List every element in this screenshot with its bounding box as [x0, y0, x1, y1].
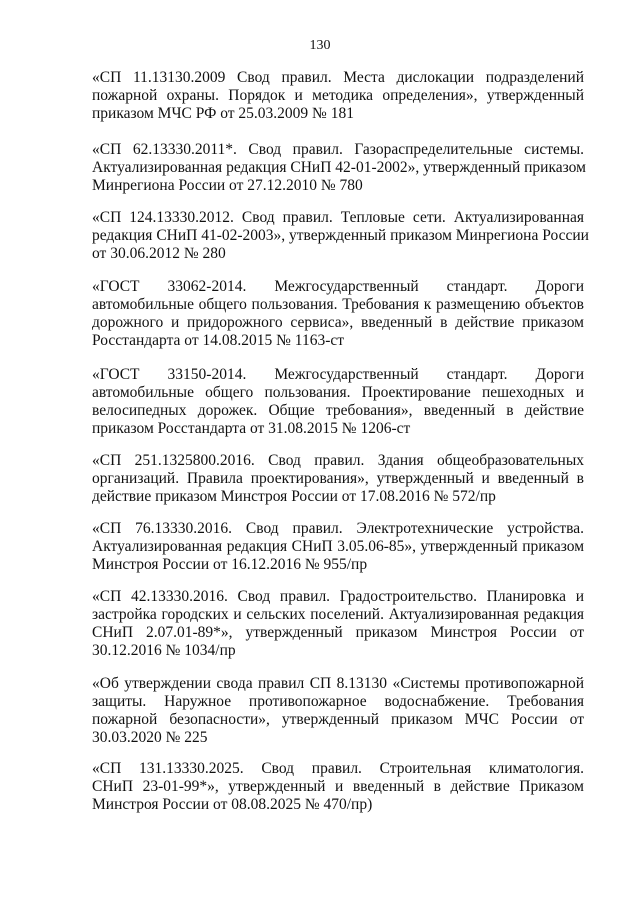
reference-line: Минстроя России от 16.12.2016 № 955/пр [92, 556, 368, 573]
reference-line: «СП 62.13330.2011*. Свод правил. Газораспределительные системы. [92, 141, 584, 158]
reference-line: автомобильные общего пользования. Проектирование пешеходных и [92, 384, 584, 401]
reference-line: «СП 131.13330.2025. Свод правил. Строительная климатология. [92, 760, 584, 777]
reference-line: организаций. Правила проектирования», утвержденный и введенный в [92, 470, 584, 487]
reference-line: 30.12.2016 № 1034/пр [92, 642, 236, 659]
reference-line: автомобильные общего пользования. Требования к размещению объектов [92, 296, 584, 313]
reference-item [92, 209, 589, 263]
reference-item [92, 675, 584, 747]
page-number: 130 [309, 38, 331, 53]
reference-line: приказом МЧС РФ от 25.03.2009 № 181 [92, 105, 354, 122]
reference-item [92, 520, 584, 574]
reference-line: действие приказом Минстроя России от 17.08.2016 № 572/пр [92, 488, 496, 505]
reference-item [92, 69, 584, 123]
reference-line: пожарной охраны. Порядок и методика определения», утвержденный [92, 87, 584, 104]
reference-line: Актуализированная редакция СНиП 42-01-2002», утвержденный приказом [92, 159, 586, 176]
reference-line: застройка городских и сельских поселений. Актуализированная редакция [92, 606, 584, 623]
reference-line: Росстандарта от 14.08.2015 № 1163-ст [92, 332, 345, 349]
reference-line: «ГОСТ 33150-2014. Межгосударственный стандарт. Дороги [92, 366, 584, 383]
reference-line: приказом Росстандарта от 31.08.2015 № 1206-ст [92, 420, 411, 437]
reference-line: пожарной безопасности», утвержденный приказом МЧС России от [92, 711, 584, 728]
reference-line: Минрегиона России от 27.12.2010 № 780 [92, 177, 363, 194]
reference-item [92, 141, 584, 195]
reference-line: 30.03.2020 № 225 [92, 729, 208, 746]
reference-line: от 30.06.2012 № 280 [92, 245, 226, 262]
reference-line: СНиП 23-01-99*», утвержденный и введенный в действие Приказом [92, 778, 584, 795]
reference-line: «СП 251.1325800.2016. Свод правил. Здания общеобразовательных [92, 452, 584, 469]
reference-line: Актуализированная редакция СНиП 3.05.06-85», утвержденный приказом [92, 538, 584, 555]
reference-line: «СП 124.13330.2012. Свод правил. Тепловые сети. Актуализированная [92, 209, 584, 226]
reference-line: Минстроя России от 08.08.2025 № 470/пр) [92, 796, 373, 813]
reference-line: редакция СНиП 41-02-2003», утвержденный приказом Минрегиона России [92, 227, 589, 244]
reference-line: велосипедных дорожек. Общие требования», введенный в действие [92, 402, 584, 419]
reference-item [92, 278, 584, 350]
reference-item [92, 366, 584, 438]
reference-line: «СП 11.13130.2009 Свод правил. Места дислокации подразделений [92, 69, 584, 86]
reference-line: «СП 76.13330.2016. Свод правил. Электротехнические устройства. [92, 520, 584, 537]
reference-line: защиты. Наружное противопожарное водоснабжение. Требования [92, 693, 584, 710]
reference-line: «СП 42.13330.2016. Свод правил. Градостроительство. Планировка и [92, 588, 584, 605]
reference-line: «Об утверждении свода правил СП 8.13130 «Системы противопожарной [92, 675, 584, 692]
reference-line: дорожного и придорожного сервиса», введенный в действие приказом [92, 314, 584, 331]
reference-item [92, 760, 584, 814]
reference-line: «ГОСТ 33062-2014. Межгосударственный стандарт. Дороги [92, 278, 584, 295]
reference-item [92, 452, 584, 506]
reference-line: СНиП 2.07.01-89*», утвержденный приказом Минстроя России от [92, 624, 584, 641]
reference-item [92, 588, 584, 660]
